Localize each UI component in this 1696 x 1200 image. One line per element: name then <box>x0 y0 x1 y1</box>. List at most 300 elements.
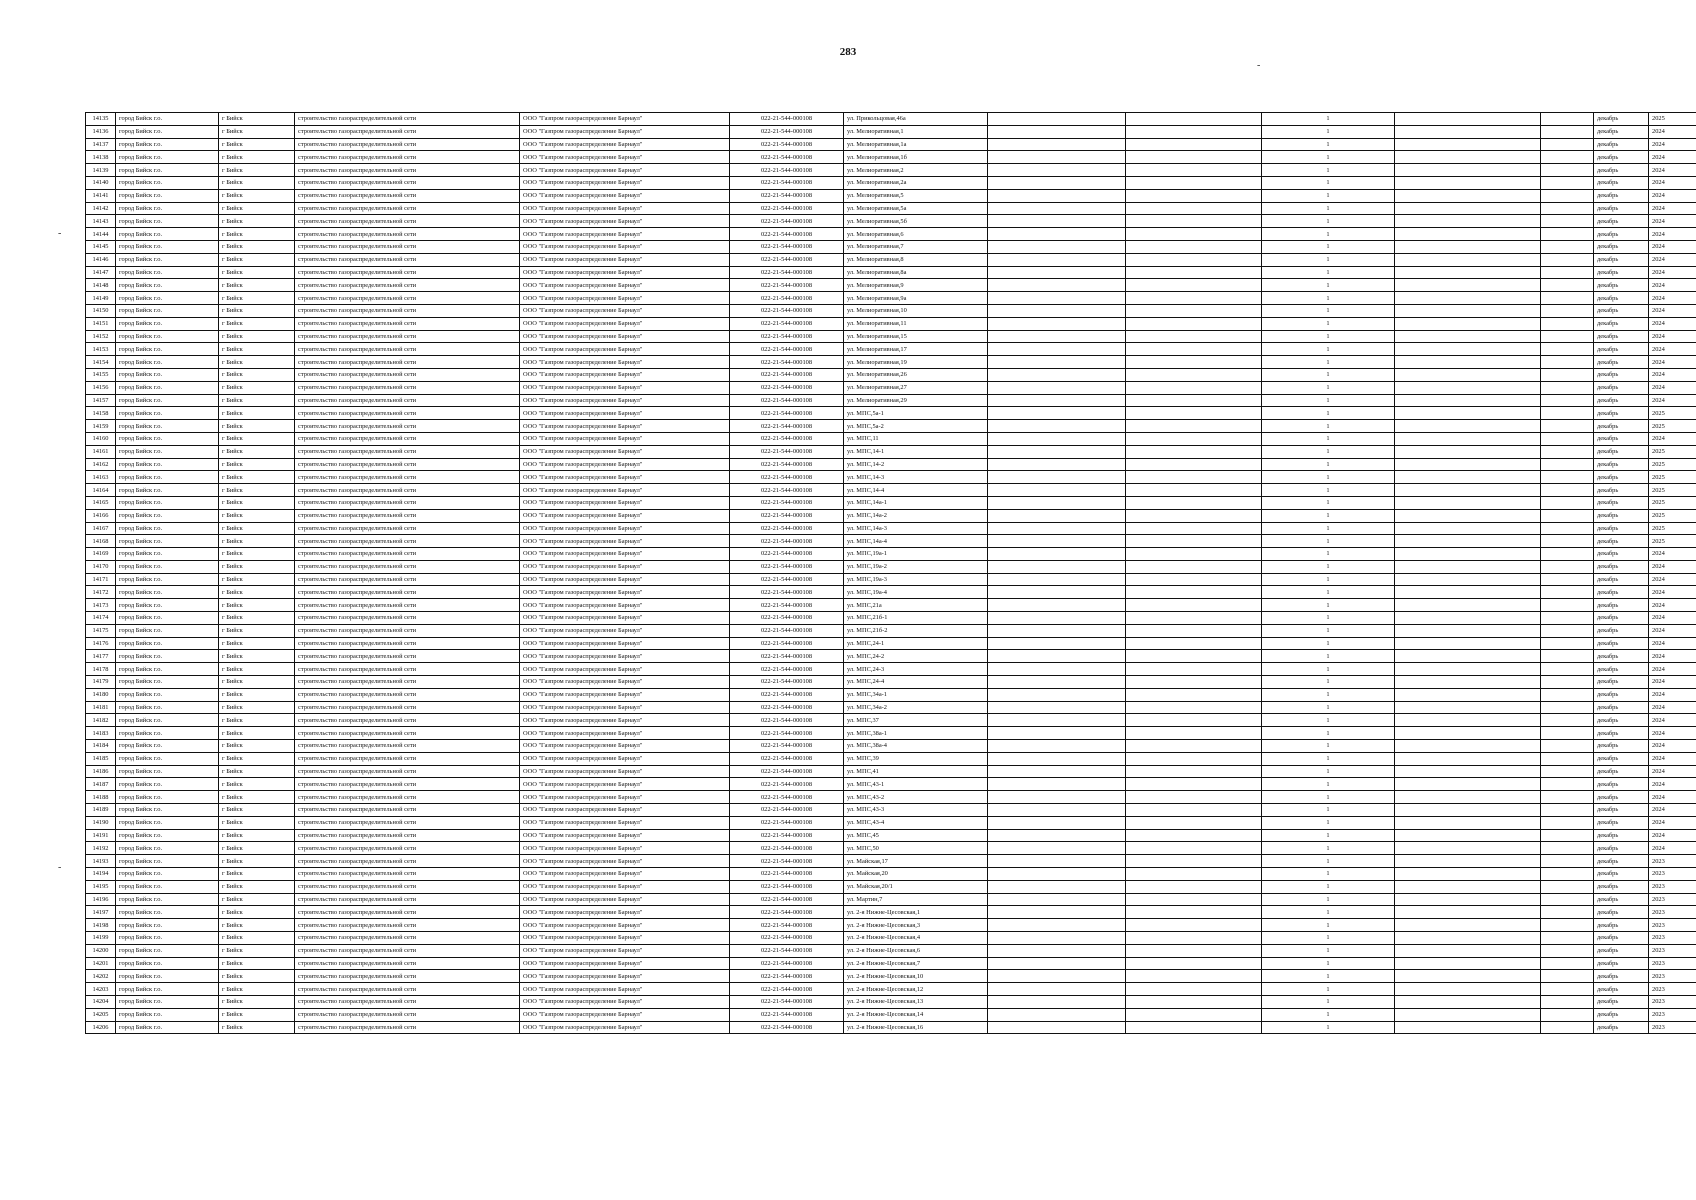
quantity-cell: 1 <box>1262 522 1395 535</box>
empty-cell <box>988 983 1126 996</box>
registration-code-cell: 022-21-544-000108 <box>730 752 844 765</box>
work-type-cell: строительство газораспределительной сети <box>295 868 520 881</box>
settlement-cell: г Бийск <box>219 727 295 740</box>
municipality-cell: город Бийск г.о. <box>116 688 219 701</box>
empty-cell <box>1541 138 1594 151</box>
settlement-cell: г Бийск <box>219 164 295 177</box>
row-number: 14196 <box>86 893 116 906</box>
month-cell: декабрь <box>1594 855 1649 868</box>
settlement-cell: г Бийск <box>219 842 295 855</box>
empty-cell <box>1126 701 1262 714</box>
quantity-cell: 1 <box>1262 304 1395 317</box>
empty-cell <box>1126 829 1262 842</box>
empty-cell <box>1395 855 1541 868</box>
settlement-cell: г Бийск <box>219 778 295 791</box>
organization-cell: ООО "Газпром газораспределение Барнаул" <box>520 445 730 458</box>
month-cell: декабрь <box>1594 842 1649 855</box>
quantity-cell: 1 <box>1262 228 1395 241</box>
work-type-cell: строительство газораспределительной сети <box>295 548 520 561</box>
work-type-cell: строительство газораспределительной сети <box>295 164 520 177</box>
settlement-cell: г Бийск <box>219 983 295 996</box>
empty-cell <box>1395 509 1541 522</box>
year-cell: 2023 <box>1649 855 1696 868</box>
work-type-cell: строительство газораспределительной сети <box>295 676 520 689</box>
year-cell: 2024 <box>1649 573 1696 586</box>
row-number: 14140 <box>86 176 116 189</box>
empty-cell <box>1541 522 1594 535</box>
empty-cell <box>1541 189 1594 202</box>
quantity-cell: 1 <box>1262 957 1395 970</box>
year-cell: 2023 <box>1649 893 1696 906</box>
municipality-cell: город Бийск г.о. <box>116 765 219 778</box>
month-cell: декабрь <box>1594 752 1649 765</box>
row-number: 14149 <box>86 292 116 305</box>
organization-cell: ООО "Газпром газораспределение Барнаул" <box>520 957 730 970</box>
organization-cell: ООО "Газпром газораспределение Барнаул" <box>520 535 730 548</box>
year-cell: 2024 <box>1649 624 1696 637</box>
registration-code-cell: 022-21-544-000108 <box>730 176 844 189</box>
empty-cell <box>1395 125 1541 138</box>
year-cell: 2023 <box>1649 880 1696 893</box>
address-cell: ул. Майская,20/1 <box>844 880 988 893</box>
year-cell: 2024 <box>1649 548 1696 561</box>
municipality-cell: город Бийск г.о. <box>116 637 219 650</box>
empty-cell <box>1126 535 1262 548</box>
empty-cell <box>1126 1008 1262 1021</box>
organization-cell: ООО "Газпром газораспределение Барнаул" <box>520 317 730 330</box>
registration-code-cell: 022-21-544-000108 <box>730 471 844 484</box>
registration-code-cell: 022-21-544-000108 <box>730 292 844 305</box>
row-number: 14181 <box>86 701 116 714</box>
margin-mark: - <box>58 862 62 873</box>
organization-cell: ООО "Газпром газораспределение Барнаул" <box>520 752 730 765</box>
empty-cell <box>988 228 1126 241</box>
work-type-cell: строительство газораспределительной сети <box>295 330 520 343</box>
table-row <box>86 471 1696 484</box>
table-row <box>86 919 1696 932</box>
year-cell: 2025 <box>1649 458 1696 471</box>
organization-cell: ООО "Газпром газораспределение Барнаул" <box>520 893 730 906</box>
empty-cell <box>988 752 1126 765</box>
month-cell: декабрь <box>1594 535 1649 548</box>
registration-code-cell: 022-21-544-000108 <box>730 548 844 561</box>
month-cell: декабрь <box>1594 266 1649 279</box>
row-number: 14162 <box>86 458 116 471</box>
address-cell: ул. Прикольцовая,46а <box>844 113 988 126</box>
quantity-cell: 1 <box>1262 266 1395 279</box>
settlement-cell: г Бийск <box>219 599 295 612</box>
registration-code-cell: 022-21-544-000108 <box>730 714 844 727</box>
registration-code-cell: 022-21-544-000108 <box>730 394 844 407</box>
address-cell: ул. МПС,24-2 <box>844 650 988 663</box>
empty-cell <box>1395 829 1541 842</box>
quantity-cell: 1 <box>1262 637 1395 650</box>
empty-cell <box>1126 317 1262 330</box>
organization-cell: ООО "Газпром газораспределение Барнаул" <box>520 496 730 509</box>
empty-cell <box>1541 279 1594 292</box>
row-number: 14154 <box>86 356 116 369</box>
row-number: 14148 <box>86 279 116 292</box>
settlement-cell: г Бийск <box>219 932 295 945</box>
year-cell: 2024 <box>1649 176 1696 189</box>
work-type-cell: строительство газораспределительной сети <box>295 151 520 164</box>
settlement-cell: г Бийск <box>219 919 295 932</box>
work-type-cell: строительство газораспределительной сети <box>295 343 520 356</box>
work-type-cell: строительство газораспределительной сети <box>295 663 520 676</box>
quantity-cell: 1 <box>1262 880 1395 893</box>
organization-cell: ООО "Газпром газораспределение Барнаул" <box>520 932 730 945</box>
municipality-cell: город Бийск г.о. <box>116 509 219 522</box>
address-cell: ул. Мелиоративная,2 <box>844 164 988 177</box>
month-cell: декабрь <box>1594 906 1649 919</box>
address-cell: ул. МПС,5а-2 <box>844 420 988 433</box>
empty-cell <box>1126 343 1262 356</box>
address-cell: ул. МПС,21а <box>844 599 988 612</box>
registration-code-cell: 022-21-544-000108 <box>730 791 844 804</box>
municipality-cell: город Бийск г.о. <box>116 228 219 241</box>
empty-cell <box>1126 624 1262 637</box>
year-cell: 2024 <box>1649 164 1696 177</box>
table-row <box>86 228 1696 241</box>
municipality-cell: город Бийск г.о. <box>116 496 219 509</box>
table-row <box>86 829 1696 842</box>
address-cell: ул. 2-я Нижне-Цесовская,13 <box>844 995 988 1008</box>
address-cell: ул. МПС,34а-1 <box>844 688 988 701</box>
empty-cell <box>1395 151 1541 164</box>
organization-cell: ООО "Газпром газораспределение Барнаул" <box>520 816 730 829</box>
quantity-cell: 1 <box>1262 995 1395 1008</box>
work-type-cell: строительство газораспределительной сети <box>295 138 520 151</box>
organization-cell: ООО "Газпром газораспределение Барнаул" <box>520 164 730 177</box>
address-cell: ул. Мелиоративная,5а <box>844 202 988 215</box>
empty-cell <box>988 612 1126 625</box>
municipality-cell: город Бийск г.о. <box>116 624 219 637</box>
empty-cell <box>988 253 1126 266</box>
registration-code-cell: 022-21-544-000108 <box>730 432 844 445</box>
empty-cell <box>1541 164 1594 177</box>
row-number: 14169 <box>86 548 116 561</box>
month-cell: декабрь <box>1594 983 1649 996</box>
empty-cell <box>1126 151 1262 164</box>
registration-code-cell: 022-21-544-000108 <box>730 509 844 522</box>
settlement-cell: г Бийск <box>219 432 295 445</box>
address-cell: ул. МПС,14а-3 <box>844 522 988 535</box>
empty-cell <box>1541 356 1594 369</box>
empty-cell <box>1541 496 1594 509</box>
month-cell: декабрь <box>1594 164 1649 177</box>
empty-cell <box>1541 266 1594 279</box>
settlement-cell: г Бийск <box>219 176 295 189</box>
table-row <box>86 496 1696 509</box>
year-cell: 2024 <box>1649 356 1696 369</box>
address-cell: ул. 2-я Нижне-Цесовская,3 <box>844 919 988 932</box>
empty-cell <box>1126 714 1262 727</box>
month-cell: декабрь <box>1594 394 1649 407</box>
empty-cell <box>1541 816 1594 829</box>
empty-cell <box>1395 970 1541 983</box>
empty-cell <box>1541 240 1594 253</box>
empty-cell <box>1126 240 1262 253</box>
empty-cell <box>988 663 1126 676</box>
settlement-cell: г Бийск <box>219 330 295 343</box>
quantity-cell: 1 <box>1262 560 1395 573</box>
address-cell: ул. 2-я Нижне-Цесовская,6 <box>844 944 988 957</box>
settlement-cell: г Бийск <box>219 573 295 586</box>
quantity-cell: 1 <box>1262 535 1395 548</box>
organization-cell: ООО "Газпром газораспределение Барнаул" <box>520 855 730 868</box>
empty-cell <box>1126 688 1262 701</box>
municipality-cell: город Бийск г.о. <box>116 778 219 791</box>
municipality-cell: город Бийск г.о. <box>116 842 219 855</box>
address-cell: ул. МПС,24-3 <box>844 663 988 676</box>
municipality-cell: город Бийск г.о. <box>116 330 219 343</box>
year-cell: 2024 <box>1649 586 1696 599</box>
empty-cell <box>988 727 1126 740</box>
address-cell: ул. 2-я Нижне-Цесовская,12 <box>844 983 988 996</box>
row-number: 14164 <box>86 484 116 497</box>
empty-cell <box>1395 880 1541 893</box>
registration-code-cell: 022-21-544-000108 <box>730 676 844 689</box>
organization-cell: ООО "Газпром газораспределение Барнаул" <box>520 176 730 189</box>
empty-cell <box>1541 458 1594 471</box>
address-cell: ул. Мелиоративная,8а <box>844 266 988 279</box>
address-cell: ул. Мелиоративная,11 <box>844 317 988 330</box>
organization-cell: ООО "Газпром газораспределение Барнаул" <box>520 944 730 957</box>
work-type-cell: строительство газораспределительной сети <box>295 202 520 215</box>
month-cell: декабрь <box>1594 778 1649 791</box>
registration-code-cell: 022-21-544-000108 <box>730 624 844 637</box>
table-row <box>86 983 1696 996</box>
row-number: 14193 <box>86 855 116 868</box>
table-row <box>86 189 1696 202</box>
empty-cell <box>988 432 1126 445</box>
table-row <box>86 586 1696 599</box>
quantity-cell: 1 <box>1262 279 1395 292</box>
empty-cell <box>1395 816 1541 829</box>
empty-cell <box>1126 330 1262 343</box>
quantity-cell: 1 <box>1262 432 1395 445</box>
municipality-cell: город Бийск г.о. <box>116 535 219 548</box>
row-number: 14204 <box>86 995 116 1008</box>
row-number: 14138 <box>86 151 116 164</box>
empty-cell <box>988 1021 1126 1034</box>
empty-cell <box>1541 637 1594 650</box>
organization-cell: ООО "Газпром газораспределение Барнаул" <box>520 637 730 650</box>
registration-code-cell: 022-21-544-000108 <box>730 228 844 241</box>
address-cell: ул. МПС,11 <box>844 432 988 445</box>
work-type-cell: строительство газораспределительной сети <box>295 778 520 791</box>
empty-cell <box>1126 791 1262 804</box>
table-row <box>86 113 1696 126</box>
empty-cell <box>988 586 1126 599</box>
empty-cell <box>988 842 1126 855</box>
address-cell: ул. МПС,37 <box>844 714 988 727</box>
month-cell: декабрь <box>1594 125 1649 138</box>
work-type-cell: строительство газораспределительной сети <box>295 1008 520 1021</box>
quantity-cell: 1 <box>1262 893 1395 906</box>
month-cell: декабрь <box>1594 189 1649 202</box>
municipality-cell: город Бийск г.о. <box>116 599 219 612</box>
municipality-cell: город Бийск г.о. <box>116 445 219 458</box>
empty-cell <box>1126 778 1262 791</box>
empty-cell <box>1126 164 1262 177</box>
empty-cell <box>1395 944 1541 957</box>
municipality-cell: город Бийск г.о. <box>116 829 219 842</box>
work-type-cell: строительство газораспределительной сети <box>295 573 520 586</box>
empty-cell <box>1126 407 1262 420</box>
empty-cell <box>988 624 1126 637</box>
registration-code-cell: 022-21-544-000108 <box>730 612 844 625</box>
quantity-cell: 1 <box>1262 407 1395 420</box>
empty-cell <box>988 791 1126 804</box>
month-cell: декабрь <box>1594 407 1649 420</box>
work-type-cell: строительство газораспределительной сети <box>295 919 520 932</box>
settlement-cell: г Бийск <box>219 535 295 548</box>
work-type-cell: строительство газораспределительной сети <box>295 906 520 919</box>
empty-cell <box>988 765 1126 778</box>
table-row <box>86 932 1696 945</box>
settlement-cell: г Бийск <box>219 394 295 407</box>
settlement-cell: г Бийск <box>219 240 295 253</box>
registration-code-cell: 022-21-544-000108 <box>730 151 844 164</box>
year-cell: 2024 <box>1649 714 1696 727</box>
settlement-cell: г Бийск <box>219 458 295 471</box>
quantity-cell: 1 <box>1262 944 1395 957</box>
month-cell: декабрь <box>1594 420 1649 433</box>
empty-cell <box>988 535 1126 548</box>
quantity-cell: 1 <box>1262 919 1395 932</box>
empty-cell <box>1395 471 1541 484</box>
empty-cell <box>988 176 1126 189</box>
year-cell: 2024 <box>1649 637 1696 650</box>
work-type-cell: строительство газораспределительной сети <box>295 458 520 471</box>
work-type-cell: строительство газораспределительной сети <box>295 420 520 433</box>
settlement-cell: г Бийск <box>219 138 295 151</box>
empty-cell <box>1395 791 1541 804</box>
quantity-cell: 1 <box>1262 548 1395 561</box>
organization-cell: ООО "Газпром газораспределение Барнаул" <box>520 125 730 138</box>
empty-cell <box>1541 893 1594 906</box>
month-cell: декабрь <box>1594 445 1649 458</box>
work-type-cell: строительство газораспределительной сети <box>295 356 520 369</box>
municipality-cell: город Бийск г.о. <box>116 420 219 433</box>
address-cell: ул. Майская,17 <box>844 855 988 868</box>
address-cell: ул. Мелиоративная,15 <box>844 330 988 343</box>
year-cell: 2024 <box>1649 151 1696 164</box>
quantity-cell: 1 <box>1262 714 1395 727</box>
empty-cell <box>988 394 1126 407</box>
quantity-cell: 1 <box>1262 189 1395 202</box>
empty-cell <box>1126 765 1262 778</box>
registration-code-cell: 022-21-544-000108 <box>730 599 844 612</box>
empty-cell <box>988 279 1126 292</box>
empty-cell <box>988 343 1126 356</box>
registration-code-cell: 022-21-544-000108 <box>730 420 844 433</box>
empty-cell <box>988 407 1126 420</box>
empty-cell <box>988 317 1126 330</box>
empty-cell <box>1395 432 1541 445</box>
quantity-cell: 1 <box>1262 202 1395 215</box>
municipality-cell: город Бийск г.о. <box>116 189 219 202</box>
empty-cell <box>988 1008 1126 1021</box>
organization-cell: ООО "Газпром газораспределение Барнаул" <box>520 624 730 637</box>
registration-code-cell: 022-21-544-000108 <box>730 701 844 714</box>
empty-cell <box>1395 586 1541 599</box>
work-type-cell: строительство газораспределительной сети <box>295 189 520 202</box>
work-type-cell: строительство газораспределительной сети <box>295 816 520 829</box>
month-cell: декабрь <box>1594 317 1649 330</box>
row-number: 14151 <box>86 317 116 330</box>
municipality-cell: город Бийск г.о. <box>116 650 219 663</box>
empty-cell <box>1395 420 1541 433</box>
settlement-cell: г Бийск <box>219 752 295 765</box>
address-cell: ул. МПС,14-1 <box>844 445 988 458</box>
year-cell: 2025 <box>1649 496 1696 509</box>
settlement-cell: г Бийск <box>219 471 295 484</box>
year-cell: 2024 <box>1649 253 1696 266</box>
table-row <box>86 432 1696 445</box>
municipality-cell: город Бийск г.о. <box>116 202 219 215</box>
year-cell: 2024 <box>1649 330 1696 343</box>
settlement-cell: г Бийск <box>219 445 295 458</box>
empty-cell <box>988 215 1126 228</box>
month-cell: декабрь <box>1594 458 1649 471</box>
work-type-cell: строительство газораспределительной сети <box>295 113 520 126</box>
empty-cell <box>988 944 1126 957</box>
organization-cell: ООО "Газпром газораспределение Барнаул" <box>520 688 730 701</box>
work-type-cell: строительство газораспределительной сети <box>295 445 520 458</box>
work-type-cell: строительство газораспределительной сети <box>295 240 520 253</box>
address-cell: ул. Майская,20 <box>844 868 988 881</box>
empty-cell <box>988 356 1126 369</box>
quantity-cell: 1 <box>1262 778 1395 791</box>
settlement-cell: г Бийск <box>219 292 295 305</box>
organization-cell: ООО "Газпром газораспределение Барнаул" <box>520 1008 730 1021</box>
year-cell: 2024 <box>1649 125 1696 138</box>
municipality-cell: город Бийск г.о. <box>116 138 219 151</box>
municipality-cell: город Бийск г.о. <box>116 253 219 266</box>
settlement-cell: г Бийск <box>219 343 295 356</box>
empty-cell <box>1395 343 1541 356</box>
empty-cell <box>1395 113 1541 126</box>
month-cell: декабрь <box>1594 304 1649 317</box>
quantity-cell: 1 <box>1262 1021 1395 1034</box>
month-cell: декабрь <box>1594 970 1649 983</box>
organization-cell: ООО "Газпром газораспределение Барнаул" <box>520 765 730 778</box>
quantity-cell: 1 <box>1262 138 1395 151</box>
quantity-cell: 1 <box>1262 970 1395 983</box>
quantity-cell: 1 <box>1262 688 1395 701</box>
address-cell: ул. МПС,41 <box>844 765 988 778</box>
table-row <box>86 893 1696 906</box>
municipality-cell: город Бийск г.о. <box>116 1021 219 1034</box>
row-number: 14163 <box>86 471 116 484</box>
empty-cell <box>1541 317 1594 330</box>
empty-cell <box>1126 599 1262 612</box>
year-cell: 2023 <box>1649 944 1696 957</box>
year-cell: 2024 <box>1649 829 1696 842</box>
registration-code-cell: 022-21-544-000108 <box>730 957 844 970</box>
quantity-cell: 1 <box>1262 343 1395 356</box>
month-cell: декабрь <box>1594 573 1649 586</box>
quantity-cell: 1 <box>1262 458 1395 471</box>
quantity-cell: 1 <box>1262 663 1395 676</box>
work-type-cell: строительство газораспределительной сети <box>295 855 520 868</box>
organization-cell: ООО "Газпром газораспределение Барнаул" <box>520 394 730 407</box>
empty-cell <box>1541 868 1594 881</box>
organization-cell: ООО "Газпром газораспределение Барнаул" <box>520 420 730 433</box>
address-cell: ул. МПС,43-2 <box>844 791 988 804</box>
